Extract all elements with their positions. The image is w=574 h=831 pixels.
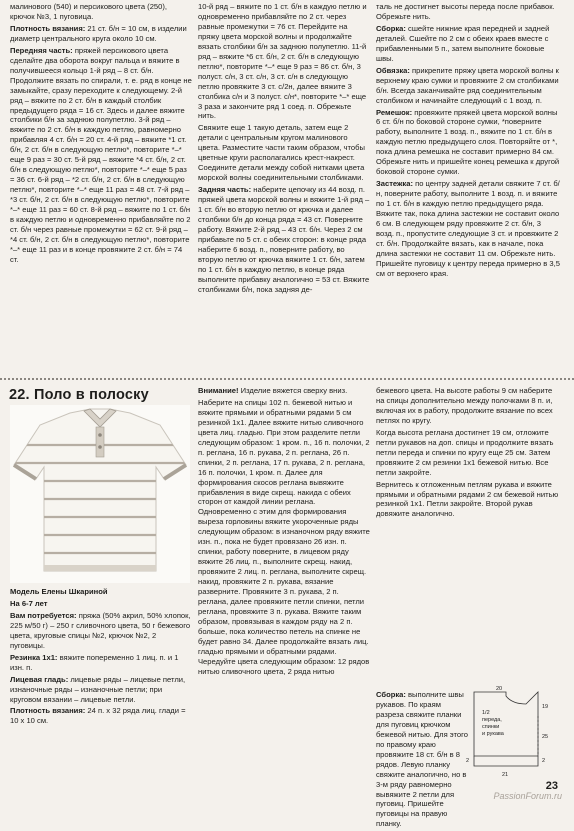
diagram-label-2: переда,: [482, 717, 502, 723]
paragraph-text: лицевые ряды – лицевые петли, изнаночные ряды – изнаночные петли; при круговом вязании – лицевые петли.: [10, 674, 186, 704]
paragraph: [10, 675, 192, 705]
paragraph-text: малинового (540) и персикового цвета (250), крючок №3, 1 пуговица.: [10, 2, 167, 21]
paragraph-text: наберите цепочку из 44 возд. п. пряжей цвета морской волны и вяжите 1-й ряд – 1 ст. б/н во вторую петлю от крючка и далее столбики б/н до конца ряда = 43 ст. Поверните работу. Вяжите 2-й ряд – 43 ст. б/н. Через 2 см прибавьте по 5 ст. с обеих сторон: в конце ряда наберите 6 возд. п., поверните работу, во вторую петлю от крючка вяжите 1 ст. б/н, затем по 1 ст. б/н в каждую петлю, в конце ряда выполните прибавку аналогично = 53 ст. Вяжите столбиками б/н, пока задняя де-: [198, 185, 370, 294]
paragraph-text: 24 п. х 32 ряда лиц. глади = 10 х 10 см.: [10, 706, 186, 726]
paragraph: [10, 706, 192, 726]
watermark: PassionForum.ru: [493, 791, 562, 801]
paragraph-text: Наберите на спицы 102 п. бежевой нитью и вяжите прямыми и обратными рядами 5 см резинкой 1х1. Далее вяжите нитью сливочного цвета лиц. гладью. При этом разделите петли следующим образом: 1 кром. п., 16 п. полочки, 2 п. реглана, 16 п. рукава, 2 п. реглана, 26 п. спинки, 2 п. реглана, 17 п. рукава, 2 п. реглана, 16 п. полочки, 1 кром. п. Далее для формирования скосов реглана вывяжите прибавления в виде скрещ. накида с обеих сторон от каждой линии реглана. Одновременно с этим для формирования выреза горловины вяжите укороченные ряды следующим образом: в изнаночном ряду вяжите изн. п., пока не будет провязано 26 изн. п. спинки, работу поверните, в лицевом ряду вяжите 26 лиц. п., выполните скрещ. накид, провяжите 2 лиц. п. реглана, выполните скрещ. накид, провяжите 2 п. рукава, вязание разверните. Провяжите 3 п. рукава, 2 п. реглана, далее провяжите петли спинки, петли реглана, провяжите 3 п. рукава. Вяжите таким образом, провязывая в каждом ряду на 2 п. больше, пока количество петель на спинке не будет равно 34. Далее продолжайте вязать лиц. гладью прямыми и обратными рядами. Чередуйте цвета следующим образом: 12 рядов нитью сливочного цвета, 2 ряда нитью: [198, 397, 370, 676]
paragraph-text: провяжите пряжей цвета морской волны 6 ст. б/н по боковой стороне сумки, *поверните работу, выполните 1 возд. п., вяжите по 1 ст. б/н в каждую петлю предыдущего слоя. Повторяйте от *, пока длина ремешка не составит примерно 84 см. Обрежьте нить и пришейте конец ремешка к другой боковой стороне сумки.: [376, 107, 560, 177]
paragraph: [198, 185, 370, 294]
paragraph-label: Сборка:: [376, 690, 406, 699]
paragraph-label: Обвязка:: [376, 65, 410, 75]
paragraph: [376, 428, 560, 478]
paragraph: [376, 66, 560, 106]
paragraph-label: Передняя часть:: [10, 45, 73, 55]
paragraph-label: Плотность вязания:: [10, 23, 86, 33]
paragraph-text: таль не достигнет высоты переда после прибавок. Обрежьте нить.: [376, 2, 555, 21]
polo-shirt-photo: [10, 405, 190, 583]
paragraph-label: Лицевая гладь:: [10, 674, 69, 684]
paragraph: [376, 2, 560, 22]
dim-19: 19: [542, 704, 549, 710]
paragraph-text: по центру задней детали свяжите 7 ст. б/н, поверните работу, выполните 1 возд. п. и вяжите по 1 ст. б/н в каждую петлю предыдущего ряда. Вяжите так, пока длина застежки не составит около 6 см. В следующем ряду провяжите 2 ст. б/н, 3 возд. п., пропустите следующие 3 ст. и провяжите 2 ст. б/н. Продолжайте вязать, как в начале, пока длина застежки не составит 11 см. Обрежьте нить. Пришейте пуговицу к центру переда примерно в 3,5 см от верхнего края.: [376, 179, 560, 278]
paragraph-label: Вам потребуется:: [10, 610, 77, 620]
paragraph-label: Сборка:: [376, 23, 406, 33]
paragraph-text: пряжа (50% акрил, 50% хлопок, 225 м/50 г) – 250 г сливочного цвета, 50 г бежевого цвета, круговые спицы №2, крючок №2, 2 пуговицы.: [10, 610, 191, 650]
paragraph-text: 21 ст. б/н = 10 см, в изделии диаметр центрального круга около 10 см.: [10, 23, 187, 43]
top-column-2: [198, 2, 370, 297]
dim-21: 21: [502, 772, 509, 778]
assembly-text: [376, 690, 468, 831]
paragraph: [198, 2, 370, 121]
paragraph: [10, 599, 192, 609]
paragraph-label: Резинка 1х1:: [10, 652, 58, 662]
photo-caption: Модель Елены Шкариной: [10, 587, 108, 596]
bottom-column-1: [10, 587, 192, 728]
paragraph: [376, 24, 560, 64]
paragraph: [10, 46, 192, 265]
paragraph-label: Внимание!: [198, 386, 239, 395]
paragraph: [376, 386, 560, 426]
paragraph: [10, 24, 192, 44]
bottom-column-3: [376, 386, 560, 521]
paragraph: [198, 386, 370, 396]
paragraph-text: выполните швы рукавов. По краям разреза свяжите планки для пуговиц крючком бежевой нитью. Для этого по правому краю провяжите 18 ст. б/н в 8 рядов. Левую планку свяжите аналогично, но в 3-м ряду равномерно вывяжите 2 петли для пуговиц. Пришейте пуговицы на правую планку.: [376, 690, 468, 829]
paragraph-text: Когда высота реглана достигнет 19 см, отложите петли рукавов на доп. спицы и продолжите вязать петли переда и спинки по кругу еще 25 см. Затем провяжите 2 см резинки 1х1 бежевой нитью. Все петли закройте.: [376, 427, 554, 477]
paragraph: [376, 108, 560, 178]
paragraph: [376, 480, 560, 520]
paragraph-text: вяжите попеременно 1 лиц. п. и 1 изн. п.: [10, 652, 179, 672]
paragraph: [376, 690, 468, 829]
pattern-title: 22. Поло в полоску: [9, 387, 149, 403]
paragraph: [10, 653, 192, 673]
paragraph-label: Задняя часть:: [198, 185, 252, 195]
materials-list: [10, 599, 192, 726]
paragraph-text: Изделие вяжется сверху вниз.: [238, 386, 348, 395]
paragraph: [198, 123, 370, 183]
diagram-label-3: спинки: [482, 724, 500, 730]
paragraph: [198, 398, 370, 677]
polo-shirt-image: [10, 405, 190, 583]
paragraph-text: Свяжите еще 1 такую деталь, затем еще 2 детали с центральным кругом малинового цвета. Разместите части таким образом, чтобы цветные круги располагались крест-накрест. Соедините детали между собой нитками цвета морской волны соединительными столбиками.: [198, 123, 365, 183]
paragraph: [10, 611, 192, 651]
paragraph: [376, 179, 560, 279]
paragraph-text: бежевого цвета. На высоте работы 9 см наберите на спицы дополнительно между полочками 8 п. и, включая их в работу, продолжите вязание по всех петлях по кругу.: [376, 386, 553, 425]
dim-2-left: 2: [466, 758, 470, 764]
diagram-label-4: и рукава: [482, 731, 504, 737]
paragraph-text: пряжей персикового цвета сделайте два оборота вокруг пальца и вяжите в получившееся кольцо 1-й ряд – 8 ст. б/н. Продолжите вязать по спирали, т. е. ряд в конце не замыкайте, сразу переходите к следующему. 2-й ряд – вяжите по 2 ст. б/н в каждый столбик предыдущего ряда = 16 ст. Здесь и далее вяжите столбики б/н за заднюю полупетлю. 3-й ряд – вяжите по 2 ст. б/н в каждую петлю, равномерно прибавляя 4 ст. б/н = 20 ст. 4-й ряд – вяжите *1 ст. б/н, 2 ст. б/н в следующую петлю*, повторите *–* еще 9 раз = 30 ст. 5-й ряд – вяжите *4 ст. б/н, 2 ст. б/н в следующую петлю*, повторите *–* еще 5 раз = 36 ст. 6-й ряд – *2 ст. б/н, 2 ст. б/н в следующую петлю*, повторите *–* еще 11 раз = 48 ст. 7-й ряд – *3 ст. б/н, 2 ст. б/н в следующую петлю*, повторите *–* еще 11 раз = 60 ст. 8-й ряд – вяжите по 1 ст. б/н в каждую петлю и одновременно прибавляйте по 2 ст. б/н через равные промежутки = 62 ст. 9-й ряд – *4 ст. б/н, 2 ст. б/н в следующую петлю*, повторите *–* еще 11 раз и в конце провяжите 2 ст. б/н = 74 ст.: [10, 45, 192, 264]
section-divider: [0, 378, 574, 380]
paragraph-label: Ремешок:: [376, 107, 413, 117]
dim-2: 2: [542, 758, 546, 764]
paragraph-text: сшейте нижние края передней и задней деталей. Сшейте по 2 см с обеих краев вместе с прибавленными 5 п., затем выполните боковые швы.: [376, 23, 550, 63]
paragraph: [10, 2, 192, 22]
page-number: 23: [545, 780, 558, 792]
paragraph-label: Плотность вязания:: [10, 706, 86, 716]
knitting-schematic: [466, 686, 570, 786]
top-column-1: [10, 2, 192, 267]
dim-25: 25: [542, 734, 549, 740]
diagram-label-1: 1/2: [482, 710, 490, 716]
bottom-column-2: [198, 386, 370, 679]
paragraph-text: прикрепите пряжу цвета морской волны к верхнему краю сумки и провяжите 2 см столбиками б/н. Всегда заканчивайте ряд соединительным столбиком и начинайте следующий с 1 возд. п.: [376, 65, 559, 105]
paragraph-text: Вернитесь к отложенным петлям рукава и вяжите прямыми и обратными рядами 2 см бежевой нитью резинкой 1х1. Петли закройте. Второй рукав довяжите аналогично.: [376, 479, 559, 519]
paragraph-text: 10-й ряд – вяжите по 1 ст. б/н в каждую петлю и одновременно прибавляйте по 2 ст. через равные промежутки = 76 ст. Перейдите на пряжу цвета морской волны и продолжайте вязать столбики б/н за заднюю полупетлю. 11-й ряд – вяжите *6 ст. б/н, 2 ст. б/н в следующую петлю*, повторите *–* еще 9 раз = 86 ст. б/н, 3 полуст. с/н, 3 ст. с/н, 3 ст. с/н в следующую петлю провяжите 3 ст. с/2н, далее вяжите 3 столбика с/н и 3 полуст. с/н*, повторите *–* еще 3 раза и закончите ряд 1 соед. п. Обрежьте нить.: [198, 2, 367, 121]
top-column-3: [376, 2, 560, 281]
paragraph-label: На 6-7 лет: [10, 598, 48, 608]
dim-20: 20: [496, 686, 503, 692]
paragraph-label: Застежка:: [376, 179, 413, 189]
